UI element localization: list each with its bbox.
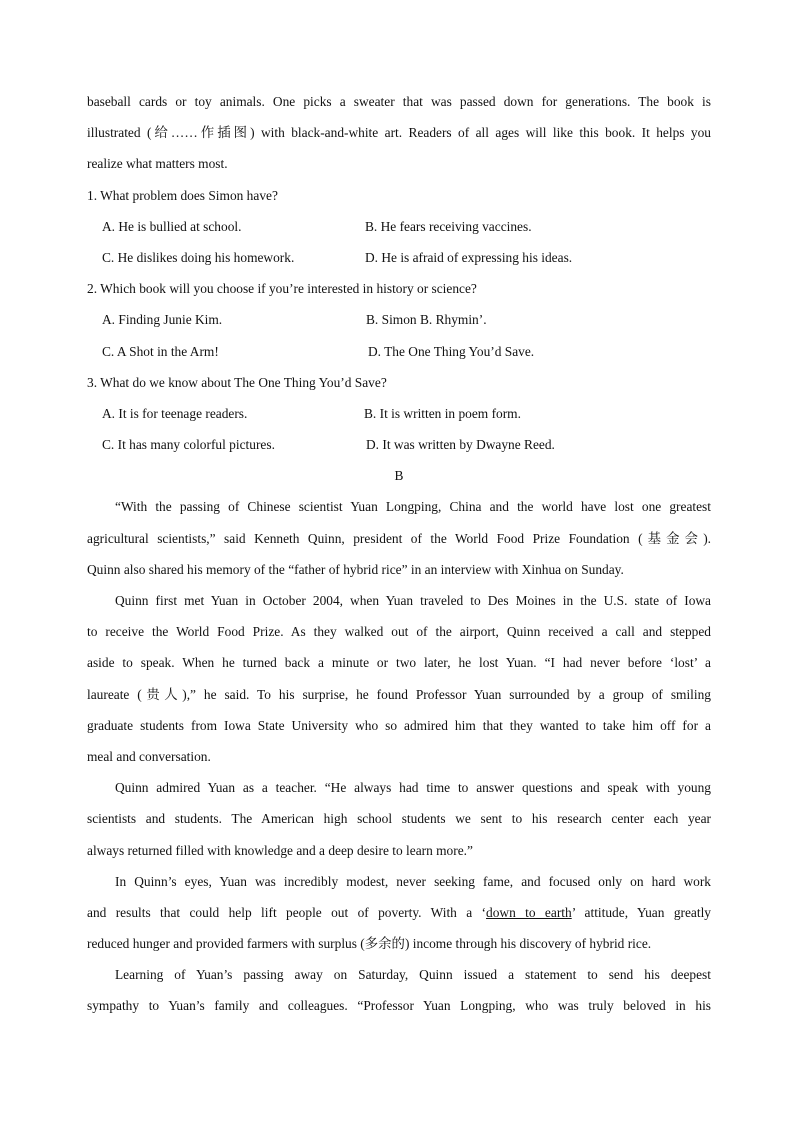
option-a: A. Finding Junie Kim.	[102, 312, 223, 328]
text-line	[87, 897, 711, 928]
text-line: Quinn first met Yuan in October 2004, when Yuan traveled to Des Moines in the U.S. state of Iowa	[115, 593, 711, 608]
text-line: sympathy to Yuan’s family and colleagues. “Professor Yuan Longping, who was truly beloved in his	[87, 998, 711, 1014]
text-line: reduced hunger and provided farmers with surplus (多余的) income through his discovery of hybrid rice.	[87, 936, 652, 952]
paragraph-3	[87, 772, 711, 866]
paragraph-4	[87, 866, 711, 960]
option-c: C. He dislikes doing his homework.	[102, 249, 295, 265]
text-line: realize what matters most.	[87, 156, 228, 172]
text-line: “With the passing of Chinese scientist Yuan Longping, China and the world have lost one greatest	[115, 499, 711, 515]
option-d: D. It was written by Dwayne Reed.	[366, 437, 555, 453]
text-line: Quinn also shared his memory of the “father of hybrid rice” in an interview with Xinhua on Sunday.	[87, 561, 624, 577]
text-line: agricultural scientists,” said Kenneth Quinn, president of the World Food Prize Foundation (基金会).	[87, 530, 711, 546]
option-c: C. It has many colorful pictures.	[102, 437, 275, 453]
text-line: Learning of Yuan’s passing away on Saturday, Quinn issued a statement to send his deepest	[115, 967, 711, 983]
text-line: aside to speak. When he turned back a minute or two later, he lost Yuan. “I had never before ‘lost’ a	[87, 655, 711, 671]
question-3	[87, 367, 711, 461]
text-line: laureate (贵人),” he said. To his surprise, he found Professor Yuan surrounded by a group of smiling	[87, 686, 711, 702]
text-line: Quinn admired Yuan as a teacher. “He always had time to answer questions and speak with young	[115, 780, 711, 796]
option-b: B. He fears receiving vaccines.	[365, 218, 532, 234]
option-a: A. He is bullied at school.	[102, 218, 242, 234]
question-2	[87, 273, 711, 367]
option-c: C. A Shot in the Arm!	[102, 343, 219, 359]
paragraph-2	[87, 585, 711, 772]
text-line: In Quinn’s eyes, Yuan was incredibly modest, never seeking fame, and focused only on hard work	[115, 873, 711, 889]
passage-b	[87, 491, 711, 1021]
question-stem: 3. What do we know about The One Thing You’d Save?	[87, 374, 387, 390]
text-line: illustrated (给……作插图) with black-and-white art. Readers of all ages will like this book. It helps you	[87, 125, 711, 141]
passage-a-ending	[87, 86, 711, 180]
option-b: B. Simon B. Rhymin’.	[366, 312, 487, 328]
text-line: scientists and students. The American high school students we sent to his research center each year	[87, 811, 711, 827]
text-line: to receive the World Food Prize. As they walked out of the airport, Quinn received a call and stepped	[87, 624, 711, 640]
option-a: A. It is for teenage readers.	[102, 405, 248, 421]
question-stem: 1. What problem does Simon have?	[87, 187, 278, 203]
section-b-heading: B	[394, 468, 404, 484]
text-segment: ’ attitude, Yuan greatly	[571, 904, 711, 920]
document-page	[87, 86, 711, 1022]
question-stem: 2. Which book will you choose if you’re interested in history or science?	[87, 281, 477, 297]
text-segment: and results that could help lift people out of poverty. With a ‘	[87, 904, 487, 920]
text-line: baseball cards or toy animals. One picks a sweater that was passed down for generations. The book is	[87, 94, 711, 109]
option-d: D. He is afraid of expressing his ideas.	[365, 249, 573, 265]
text-line: meal and conversation.	[87, 748, 211, 764]
question-1	[87, 180, 711, 274]
option-d: D. The One Thing You’d Save.	[368, 343, 535, 359]
underlined-phrase: down to earth	[486, 904, 572, 920]
text-line: always returned filled with knowledge and a deep desire to learn more.”	[87, 842, 473, 858]
text-line: graduate students from Iowa State University who so admired him that they wanted to take him off for a	[87, 717, 711, 733]
paragraph-1	[87, 491, 711, 585]
option-b: B. It is written in poem form.	[364, 405, 521, 421]
paragraph-5	[87, 959, 711, 1021]
